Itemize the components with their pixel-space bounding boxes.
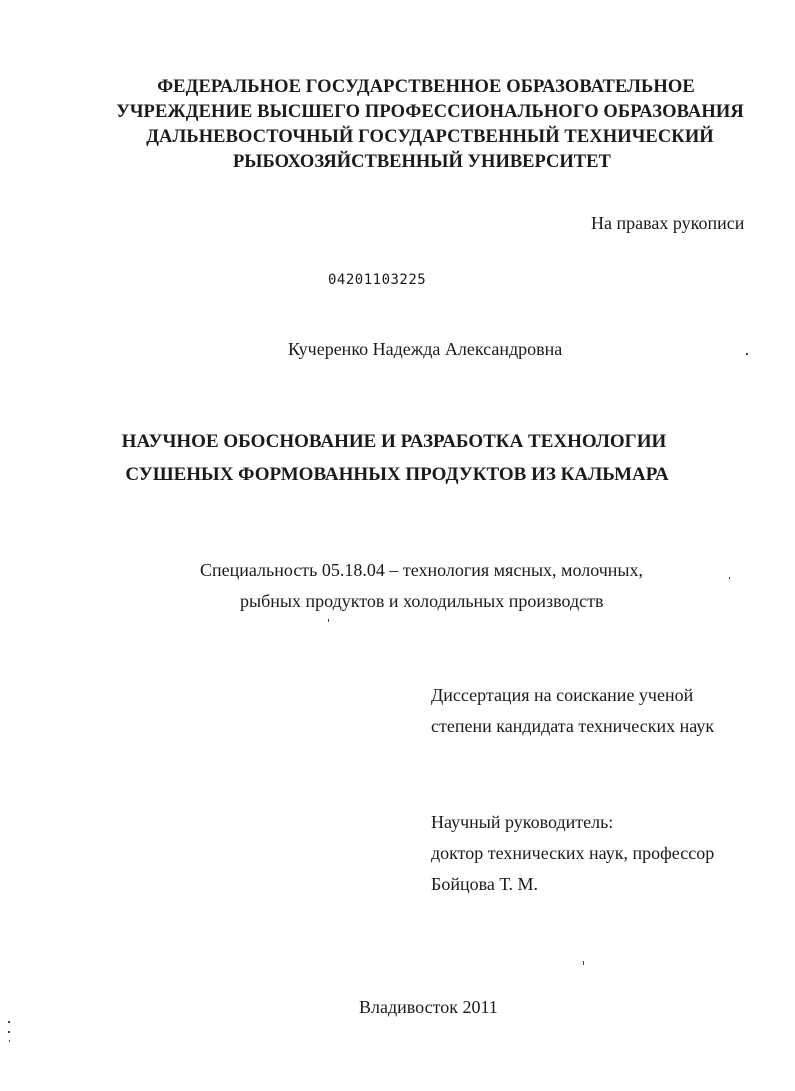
- manuscript-note: На правах рукописи: [591, 213, 745, 233]
- scan-speck: [583, 961, 584, 965]
- dissertation-type-line-2: степени кандидата технических наук: [431, 716, 715, 736]
- scan-speck: [9, 1040, 10, 1042]
- author-name: Кучеренко Надежда Александровна: [288, 339, 563, 359]
- institution-line-4: РЫБОХОЗЯЙСТВЕННЫЙ УНИВЕРСИТЕТ: [233, 152, 611, 172]
- institution-line-1: ФЕДЕРАЛЬНОЕ ГОСУДАРСТВЕННОЕ ОБРАЗОВАТЕЛЬНОЕ: [157, 77, 695, 97]
- supervisor-label: Научный руководитель:: [431, 812, 614, 832]
- place-year: Владивосток 2011: [359, 997, 498, 1017]
- dissertation-title-line-2: СУШЕНЫХ ФОРМОВАННЫХ ПРОДУКТОВ ИЗ КАЛЬМАРА: [125, 464, 669, 485]
- scan-speck: [8, 1031, 10, 1033]
- supervisor-degree: доктор технических наук, профессор: [431, 843, 715, 863]
- institution-line-3: ДАЛЬНЕВОСТОЧНЫЙ ГОСУДАРСТВЕННЫЙ ТЕХНИЧЕСКИЙ: [146, 127, 714, 147]
- specialty-line-1: Специальность 05.18.04 – технология мясных, молочных,: [200, 560, 644, 580]
- dissertation-type-line-1: Диссертация на соискание ученой: [431, 685, 694, 705]
- scan-speck: [8, 1021, 10, 1023]
- scan-speck: [729, 577, 730, 579]
- institution-line-2: УЧРЕЖДЕНИЕ ВЫСШЕГО ПРОФЕССИОНАЛЬНОГО ОБРАЗОВАНИЯ: [116, 102, 744, 122]
- supervisor-name: Бойцова Т. М.: [431, 874, 539, 894]
- scan-speck: [328, 619, 329, 622]
- scan-speck: [746, 353, 748, 355]
- specialty-line-2: рыбных продуктов и холодильных производств: [240, 591, 604, 611]
- catalog-number: 04201103225: [328, 272, 427, 288]
- dissertation-title-line-1: НАУЧНОЕ ОБОСНОВАНИЕ И РАЗРАБОТКА ТЕХНОЛОГИИ: [121, 431, 667, 452]
